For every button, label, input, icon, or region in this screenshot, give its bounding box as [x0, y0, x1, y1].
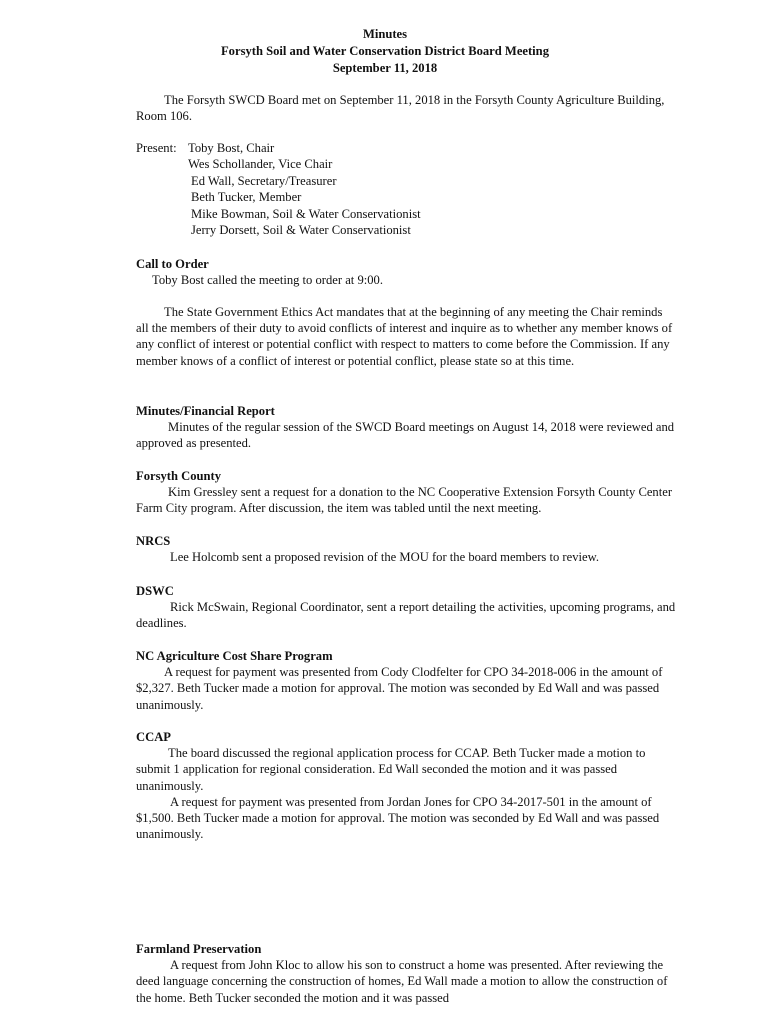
present-member: Mike Bowman, Soil & Water Conservationist [191, 206, 421, 221]
present-member: Wes Schollander, Vice Chair [188, 157, 333, 172]
section-heading: Farmland Preservation [136, 942, 262, 956]
header-date: September 11, 2018 [332, 61, 438, 75]
section-dswc [136, 583, 676, 632]
section-heading: Minutes/Financial Report [136, 404, 275, 418]
section-heading: NRCS [136, 534, 171, 548]
section-heading: Call to Order [136, 257, 209, 271]
section-text: A request for payment was presented from Cody Clodfelter for CPO 34-2018-006 in the amount of $2,327. Beth Tucker made a motion for approval. The motion was seconded by Ed Wall and was passed unanimously. [136, 665, 663, 712]
section-forsyth-county [136, 468, 676, 517]
present-member: Beth Tucker, Member [191, 190, 302, 205]
section-ccap [136, 729, 676, 842]
section-text: A request from John Kloc to allow his son to construct a home was presented. After reviewing the deed language concerning the construction of homes, Ed Wall made a motion to allow the construction of the home. Beth Tucker seconded the motion and it was passed [136, 958, 668, 1005]
section-text: Rick McSwain, Regional Coordinator, sent a report detailing the activities, upcoming programs, and deadlines. [136, 600, 676, 631]
present-label: Present: [136, 141, 177, 155]
intro-paragraph: The Forsyth SWCD Board met on September 11, 2018 in the Forsyth County Agriculture Building, Room 106. [136, 93, 665, 124]
section-text: The board discussed the regional application process for CCAP. Beth Tucker made a motion to submit 1 application for regional consideration. Ed Wall seconded the motion and it was passed unanimously. [136, 746, 646, 793]
section-text: Toby Bost called the meeting to order at 9:00. [152, 273, 383, 288]
section-heading: NC Agriculture Cost Share Program [136, 649, 333, 663]
document-header [0, 26, 770, 77]
section-heading: Forsyth County [136, 469, 222, 483]
section-text: Lee Holcomb sent a proposed revision of the MOU for the board members to review. [170, 550, 599, 565]
section-minutes-report [136, 403, 676, 452]
present-member: Ed Wall, Secretary/Treasurer [191, 173, 337, 188]
section-text: A request for payment was presented from Jordan Jones for CPO 34-2017-501 in the amount of $1,500. Beth Tucker made a motion for approval. The motion was seconded by Ed Wall and was passed unanimously. [136, 794, 660, 842]
section-farmland-preservation [136, 941, 676, 1006]
section-call-to-order [136, 256, 676, 288]
section-heading: DSWC [136, 584, 174, 598]
header-title: Minutes [362, 27, 408, 41]
header-meeting-name: Forsyth Soil and Water Conservation District Board Meeting [220, 44, 549, 58]
present-list [188, 140, 421, 238]
section-text: Kim Gressley sent a request for a donation to the NC Cooperative Extension Forsyth County Center Farm City program. After discussion, the item was tabled until the next meeting. [136, 485, 673, 516]
section-nrcs [136, 533, 676, 565]
section-heading: CCAP [136, 730, 171, 744]
present-member: Jerry Dorsett, Soil & Water Conservationist [191, 223, 411, 238]
present-member: Toby Bost, Chair [188, 141, 275, 155]
present-section [136, 140, 676, 238]
section-nc-agriculture-cost-share [136, 648, 676, 713]
ethics-paragraph: The State Government Ethics Act mandates that at the beginning of any meeting the Chair reminds all the members of their duty to avoid conflicts of interest and inquire as to whether any member knows of any conflict of interest or potential conflict with respect to matters to come before the Commission. If any member knows of a conflict of interest or potential conflict, please state so at this time. [136, 305, 673, 368]
section-text: Minutes of the regular session of the SWCD Board meetings on August 14, 2018 were reviewed and approved as presented. [136, 420, 675, 451]
